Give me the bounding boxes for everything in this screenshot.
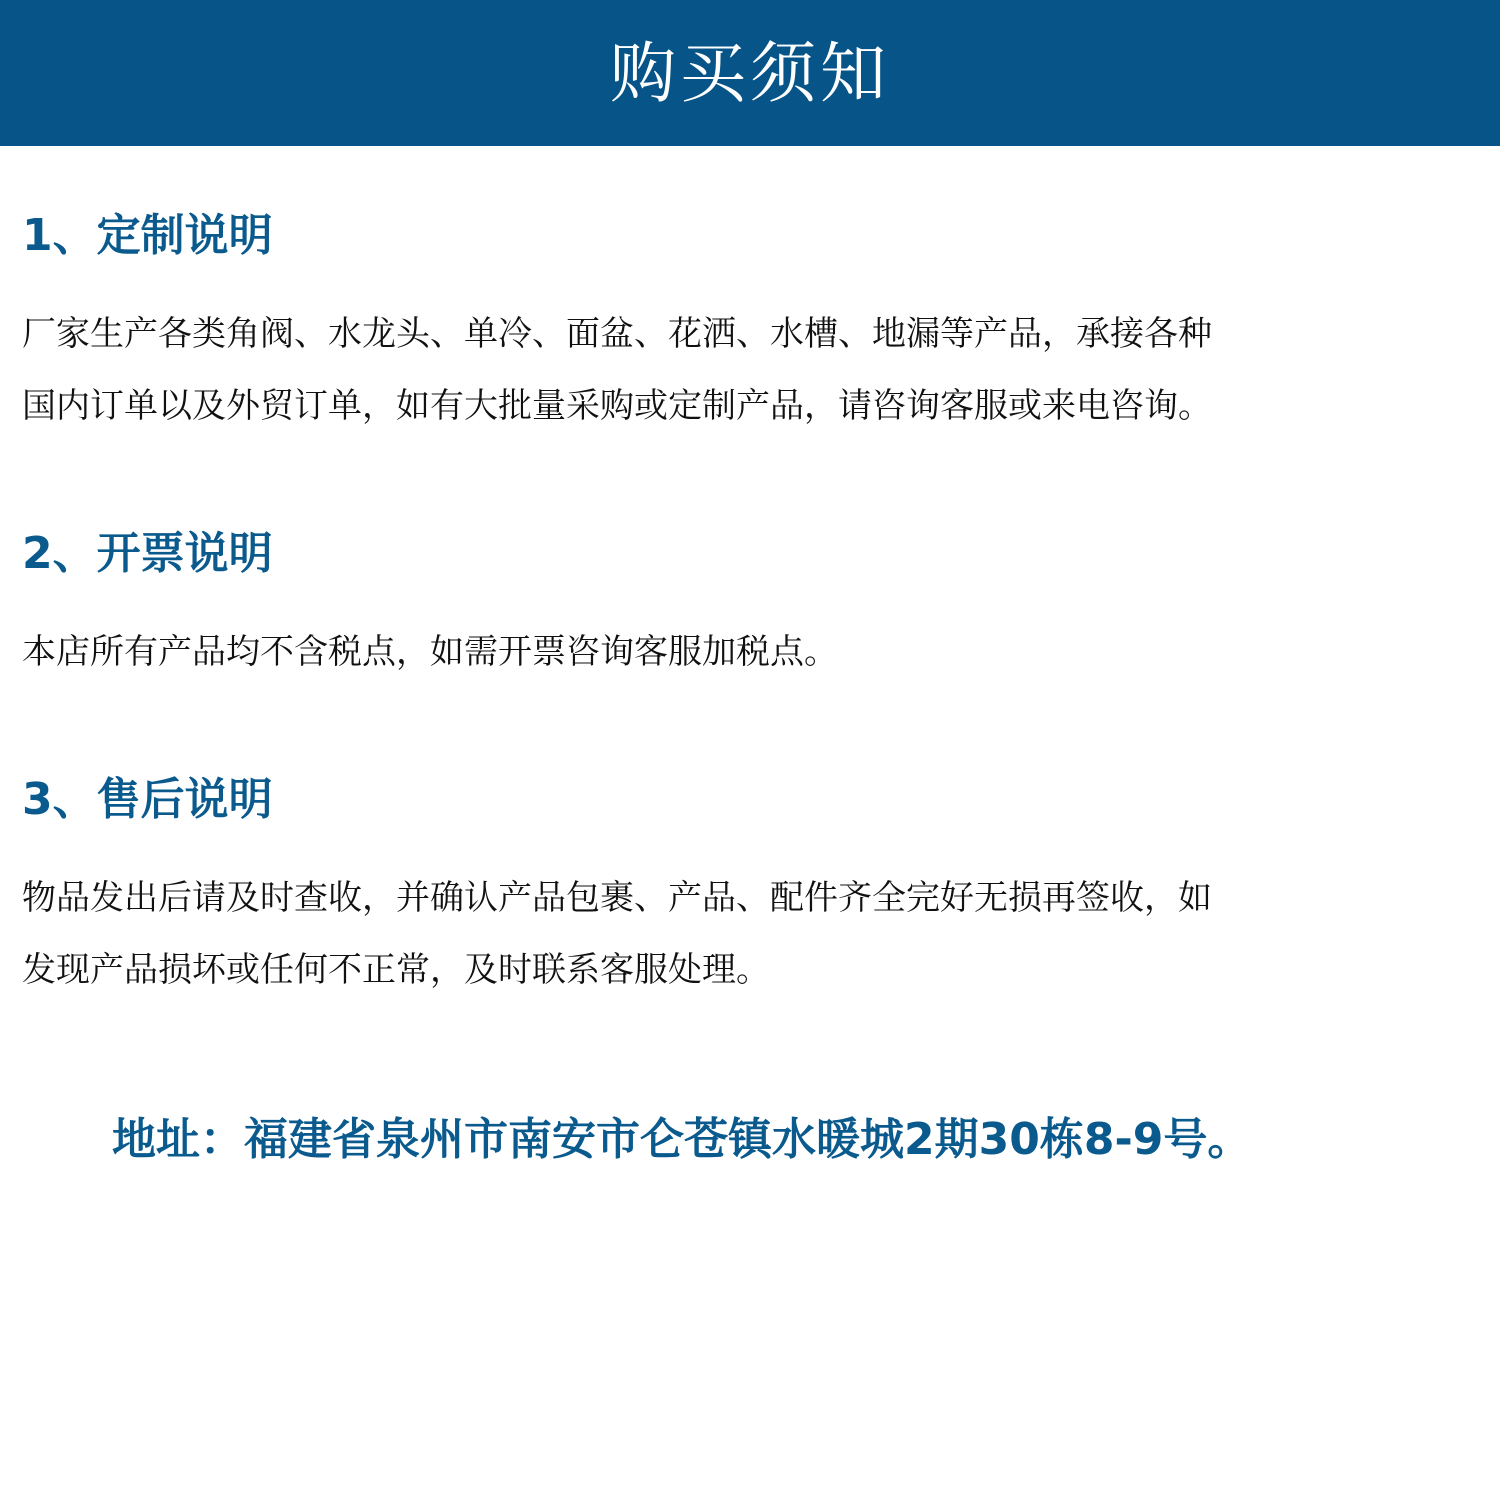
section-heading-after-sales: 3、售后说明 xyxy=(22,774,273,825)
body-line: 本店所有产品均不含税点，如需开票咨询客服加税点。 xyxy=(22,632,838,672)
body-line: 国内订单以及外贸订单，如有大批量采购或定制产品，请咨询客服或来电咨询。 xyxy=(22,386,1212,426)
body-line: 物品发出后请及时查收，并确认产品包裹、产品、配件齐全完好无损再签收，如 xyxy=(22,878,1212,918)
section-body-customization xyxy=(22,298,1462,442)
section-body-invoice xyxy=(22,616,1462,688)
page-title: 购买须知 xyxy=(610,35,890,112)
section-body-after-sales xyxy=(22,862,1462,1006)
store-address: 地址：福建省泉州市南安市仑苍镇水暖城2期30栋8-9号。 xyxy=(112,1114,1252,1165)
section-heading-customization: 1、定制说明 xyxy=(22,210,273,261)
body-line: 厂家生产各类角阀、水龙头、单冷、面盆、花洒、水槽、地漏等产品，承接各种 xyxy=(22,314,1212,354)
section-heading-invoice: 2、开票说明 xyxy=(22,528,273,579)
header-banner xyxy=(0,0,1500,146)
body-line: 发现产品损坏或任何不正常，及时联系客服处理。 xyxy=(22,950,770,990)
